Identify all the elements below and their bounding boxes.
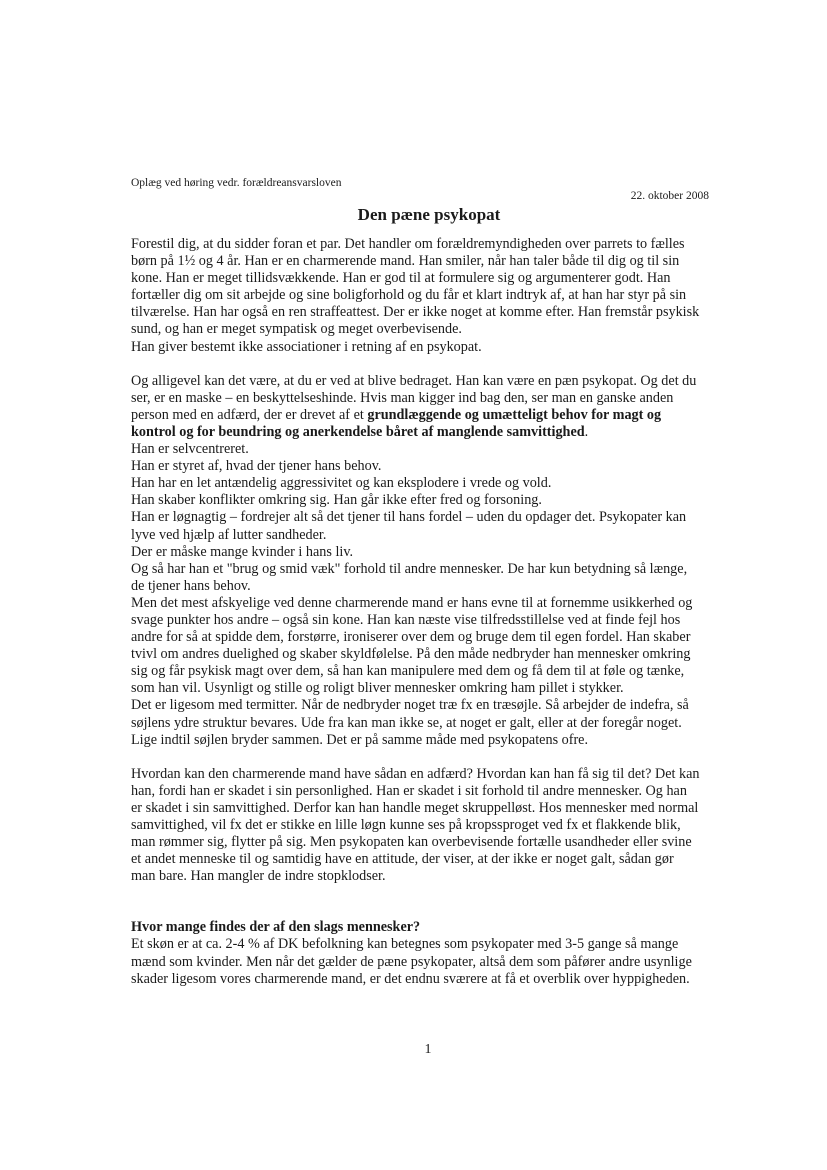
text-line: Og så har han et "brug og smid væk" forhold til andre mennesker. De har kun betydning så længe, — [131, 560, 688, 577]
text-line: søjlens ydre struktur bevares. Ude fra kan man ikke se, at noget er galt, eller at der foregår noget. — [131, 714, 682, 731]
paragraph-prevalence — [131, 919, 726, 987]
text-line: Hvordan kan den charmerende mand have sådan en adfærd? Hvordan kan han få sig til det? Det kan — [131, 765, 700, 782]
text-line: Det er ligesom med termitter. Når de nedbryder noget træ fx en træsøjle. Så arbejder de indefra, så — [131, 697, 689, 714]
emphasis-text: kontrol og for beundring og anerkendelse båret af manglende samvittighed — [131, 423, 585, 440]
text-line: man bare. Han mangler de indre stopklodser. — [131, 868, 386, 885]
document-body — [131, 236, 726, 988]
text-line: kontrol og for beundring og anerkendelse båret af manglende samvittighed. — [131, 423, 589, 440]
text-line: han, fordi han er skadet i sin personlighed. Han er skadet i sit forhold til andre mennesker. Og han — [131, 782, 687, 799]
paragraph-mask — [131, 373, 726, 749]
document-date: 22. oktober 2008 — [630, 190, 709, 202]
text-line: et andet menneske til og samtidig have en attitude, der viser, at der ikke er noget galt, sådan gør — [131, 851, 674, 868]
text-line: fortæller dig om sit arbejde og sine boligforhold og du får et klart indtryk af, at han har styr på sin — [131, 287, 687, 304]
text-line: samvittighed, vil fx det er stikke en lille løgn kunne ses på kropssproget ved fx et flakkende blik, — [131, 817, 681, 833]
text-line: Han har en let antændelig aggressivitet og kan eksplodere i vrede og vold. — [131, 475, 552, 492]
text-line: Han er selvcentreret. — [131, 441, 249, 458]
text-line: børn på 1½ og 4 år. Han er en charmerende mand. Han smiler, når han taler både til dig og til sin — [131, 253, 680, 270]
text-line: person med en adfærd, der er drevet af et grundlæggende og umætteligt behov for magt og — [131, 406, 662, 423]
text-line: Et skøn er at ca. 2-4 % af DK befolkning kan betegnes som psykopater med 3-5 gange så mange — [131, 936, 679, 953]
text-line: tilværelse. Han har også en ren straffeattest. Der er ikke noget at komme efter. Han fremstår psykisk — [131, 304, 700, 321]
text-line: Lige indtil søjlen bryder sammen. Det er på samme måde med psykopatens ofre. — [131, 731, 589, 748]
document-title: Den pæne psykopat — [357, 205, 501, 224]
text-line: Der er måske mange kvinder i hans liv. — [131, 543, 354, 560]
text-line: er skadet i sin samvittighed. Derfor kan han handle meget skruppelløst. Hos mennesker med normal — [131, 799, 699, 816]
header-note: Oplæg ved høring vedr. forældreansvarsloven — [131, 177, 342, 189]
text-line: Forestil dig, at du sidder foran et par. Det handler om forældremyndigheden over parrets to fælles — [131, 236, 685, 252]
text-line: Han giver bestemt ikke associationer i retning af en psykopat. — [131, 338, 482, 355]
paragraph-explanation — [131, 766, 726, 886]
emphasis-text: grundlæggende og umætteligt behov for magt og — [367, 406, 662, 423]
text-line: tvivl om andres duelighed og skaber skyldfølelse. På den måde nedbryder han mennesker omkring — [131, 646, 691, 663]
text-line: man rømmer sig, flytter på sig. Men psykopaten kan overbevisende fortælle usandheder eller svine — [131, 834, 692, 851]
text-line: sig og får psykisk magt over dem, så han kan manipulere med dem og få dem til at føle og tænke, — [131, 663, 685, 680]
text-line: ser, er en maske – en beskyttelseshinde. Hvis man kigger ind bag den, ser man en ganske anden — [131, 389, 674, 406]
section-heading: Hvor mange findes der af den slags mennesker? — [131, 919, 421, 936]
paragraph-intro — [131, 236, 726, 356]
text-line: lyve ved hjælp af lutter sandheder. — [131, 526, 327, 543]
text-line: andre for så at spidde dem, forstørre, ironiserer over dem og bruge dem til egen fordel. Han skaber — [131, 629, 691, 646]
text-line: Men det mest afskyelige ved denne charmerende mand er hans evne til at fornemme usikkerhed og — [131, 594, 693, 611]
text-line: Han er løgnagtig – fordrejer alt så det tjener til hans fordel – uden du opdager det. Psykopater kan — [131, 509, 687, 526]
text-line: skader ligesom vores charmerende mand, er det endnu sværere at få et overblik over hyppigheden. — [131, 970, 690, 987]
text-line: svage punkter hos andre – også sin kone. Han kan næste vise tilfredsstillelse ved at finde fejl hos — [131, 611, 681, 628]
text-line: som han vil. Usynligt og stille og roligt bliver mennesker omkring ham pillet i stykker. — [131, 680, 624, 697]
text-line: kone. Han er meget tillidsvækkende. Han er god til at formulere sig og argumenterer godt. Han — [131, 270, 671, 287]
text-line: Og alligevel kan det være, at du er ved at blive bedraget. Han kan være en pæn psykopat. Og det du — [131, 372, 697, 389]
text-line: mænd som kvinder. Men når det gælder de pæne psykopater, altså dem som påfører andre usynlige — [131, 953, 692, 970]
text-line: Han skaber konflikter omkring sig. Han går ikke efter fred og forsoning. — [131, 492, 542, 509]
text-line: de tjener hans behov. — [131, 577, 251, 594]
text-line: sund, og han er meget sympatisk og meget overbevisende. — [131, 321, 462, 338]
text-line: Han er styret af, hvad der tjener hans behov. — [131, 458, 382, 475]
page-number: 1 — [424, 1042, 432, 1057]
